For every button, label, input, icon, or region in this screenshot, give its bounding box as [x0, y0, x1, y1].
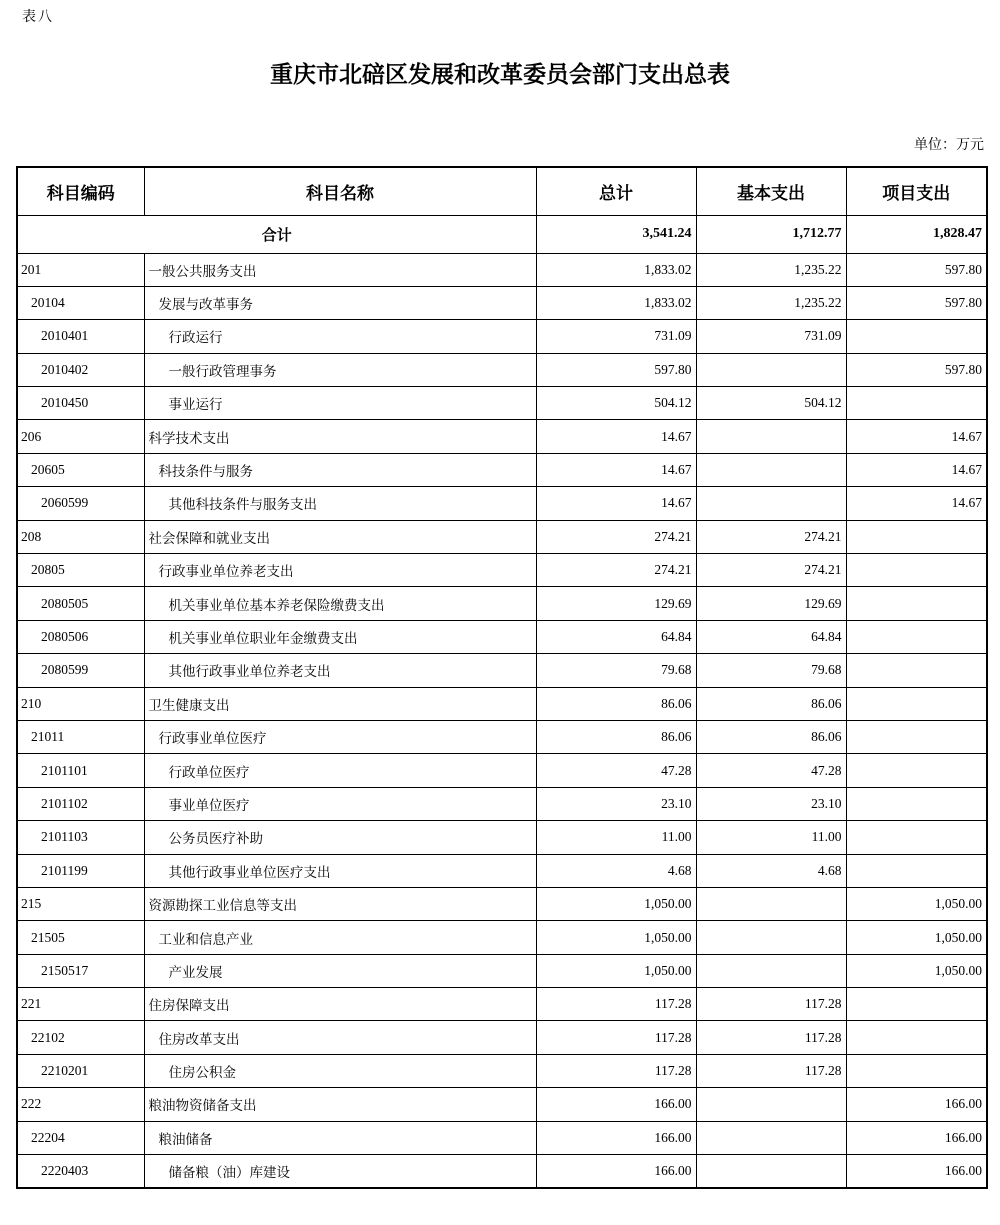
name-cell: 产业发展	[144, 954, 536, 987]
basic-cell: 86.06	[696, 720, 846, 753]
project-cell	[846, 620, 987, 653]
name-cell: 行政事业单位医疗	[144, 720, 536, 753]
project-cell	[846, 1021, 987, 1054]
basic-cell	[696, 420, 846, 453]
page-title: 重庆市北碚区发展和改革委员会部门支出总表	[270, 62, 730, 87]
project-cell	[846, 821, 987, 854]
code-cell: 20605	[17, 453, 144, 486]
project-cell	[846, 988, 987, 1021]
table-row	[17, 720, 987, 753]
table-row	[17, 1088, 987, 1121]
basic-cell: 274.21	[696, 520, 846, 553]
expenditure-table	[16, 166, 988, 1189]
total-cell: 597.80	[536, 353, 696, 386]
code-cell: 201	[17, 253, 144, 286]
project-cell	[846, 654, 987, 687]
grand-total-basic: 1,712.77	[696, 215, 846, 253]
total-cell: 47.28	[536, 754, 696, 787]
basic-cell: 117.28	[696, 1021, 846, 1054]
project-cell: 1,050.00	[846, 921, 987, 954]
code-cell: 208	[17, 520, 144, 553]
basic-cell	[696, 353, 846, 386]
code-cell: 2101101	[17, 754, 144, 787]
grand-total-project: 1,828.47	[846, 215, 987, 253]
total-cell: 14.67	[536, 453, 696, 486]
code-cell: 221	[17, 988, 144, 1021]
basic-cell: 11.00	[696, 821, 846, 854]
basic-cell: 79.68	[696, 654, 846, 687]
name-cell: 一般行政管理事务	[144, 353, 536, 386]
total-cell: 4.68	[536, 854, 696, 887]
project-cell	[846, 387, 987, 420]
table-row	[17, 1155, 987, 1188]
grand-total-label: 合计	[17, 215, 536, 253]
table-row	[17, 1054, 987, 1087]
basic-cell	[696, 1088, 846, 1121]
project-cell: 14.67	[846, 487, 987, 520]
grand-total-row	[17, 215, 987, 253]
name-cell: 社会保障和就业支出	[144, 520, 536, 553]
basic-cell: 117.28	[696, 1054, 846, 1087]
project-cell	[846, 554, 987, 587]
name-cell: 行政运行	[144, 320, 536, 353]
code-cell: 2080599	[17, 654, 144, 687]
name-cell: 住房改革支出	[144, 1021, 536, 1054]
name-cell: 其他科技条件与服务支出	[144, 487, 536, 520]
code-cell: 21011	[17, 720, 144, 753]
table-row	[17, 320, 987, 353]
table-row	[17, 1121, 987, 1154]
name-cell: 其他行政事业单位医疗支出	[144, 854, 536, 887]
table-row	[17, 687, 987, 720]
table-row	[17, 988, 987, 1021]
total-cell: 1,833.02	[536, 286, 696, 319]
table-header	[17, 167, 987, 215]
project-cell: 14.67	[846, 453, 987, 486]
unit-label: 单位：万元	[914, 138, 984, 153]
code-cell: 21505	[17, 921, 144, 954]
basic-cell: 274.21	[696, 554, 846, 587]
table-body	[17, 215, 987, 1188]
project-cell: 166.00	[846, 1121, 987, 1154]
project-cell	[846, 587, 987, 620]
name-cell: 工业和信息产业	[144, 921, 536, 954]
basic-cell	[696, 1121, 846, 1154]
name-cell: 卫生健康支出	[144, 687, 536, 720]
table-row	[17, 353, 987, 386]
total-cell: 79.68	[536, 654, 696, 687]
table-row	[17, 854, 987, 887]
basic-cell	[696, 887, 846, 920]
project-cell	[846, 520, 987, 553]
code-cell: 2010401	[17, 320, 144, 353]
name-cell: 机关事业单位职业年金缴费支出	[144, 620, 536, 653]
code-cell: 215	[17, 887, 144, 920]
basic-cell	[696, 453, 846, 486]
total-cell: 274.21	[536, 554, 696, 587]
basic-cell: 47.28	[696, 754, 846, 787]
project-cell: 597.80	[846, 353, 987, 386]
code-cell: 22204	[17, 1121, 144, 1154]
project-cell	[846, 787, 987, 820]
code-cell: 2150517	[17, 954, 144, 987]
table-row	[17, 253, 987, 286]
project-cell	[846, 754, 987, 787]
project-cell: 166.00	[846, 1155, 987, 1188]
basic-cell	[696, 921, 846, 954]
name-cell: 发展与改革事务	[144, 286, 536, 319]
total-cell: 11.00	[536, 821, 696, 854]
name-cell: 其他行政事业单位养老支出	[144, 654, 536, 687]
header-project-expenditure: 项目支出	[846, 167, 987, 215]
code-cell: 20104	[17, 286, 144, 319]
basic-cell: 731.09	[696, 320, 846, 353]
header-subject-name: 科目名称	[144, 167, 536, 215]
basic-cell: 1,235.22	[696, 253, 846, 286]
project-cell	[846, 854, 987, 887]
name-cell: 事业单位医疗	[144, 787, 536, 820]
header-subject-code: 科目编码	[17, 167, 144, 215]
total-cell: 117.28	[536, 1054, 696, 1087]
table-row	[17, 754, 987, 787]
name-cell: 住房保障支出	[144, 988, 536, 1021]
table-row	[17, 1021, 987, 1054]
total-cell: 1,833.02	[536, 253, 696, 286]
total-cell: 1,050.00	[536, 954, 696, 987]
basic-cell	[696, 1155, 846, 1188]
basic-cell	[696, 954, 846, 987]
total-cell: 117.28	[536, 988, 696, 1021]
code-cell: 2010402	[17, 353, 144, 386]
header-row	[17, 167, 987, 215]
name-cell: 公务员医疗补助	[144, 821, 536, 854]
total-cell: 86.06	[536, 687, 696, 720]
code-cell: 2080506	[17, 620, 144, 653]
project-cell: 597.80	[846, 253, 987, 286]
project-cell	[846, 687, 987, 720]
total-cell: 129.69	[536, 587, 696, 620]
table-row	[17, 453, 987, 486]
code-cell: 2101199	[17, 854, 144, 887]
basic-cell: 64.84	[696, 620, 846, 653]
code-cell: 20805	[17, 554, 144, 587]
table-row	[17, 487, 987, 520]
name-cell: 行政单位医疗	[144, 754, 536, 787]
name-cell: 粮油储备	[144, 1121, 536, 1154]
total-cell: 14.67	[536, 420, 696, 453]
header-total: 总计	[536, 167, 696, 215]
total-cell: 166.00	[536, 1088, 696, 1121]
total-cell: 86.06	[536, 720, 696, 753]
project-cell: 597.80	[846, 286, 987, 319]
name-cell: 住房公积金	[144, 1054, 536, 1087]
basic-cell: 129.69	[696, 587, 846, 620]
name-cell: 科学技术支出	[144, 420, 536, 453]
name-cell: 一般公共服务支出	[144, 253, 536, 286]
name-cell: 粮油物资储备支出	[144, 1088, 536, 1121]
basic-cell: 4.68	[696, 854, 846, 887]
project-cell	[846, 320, 987, 353]
total-cell: 117.28	[536, 1021, 696, 1054]
code-cell: 2060599	[17, 487, 144, 520]
project-cell	[846, 720, 987, 753]
code-cell: 2220403	[17, 1155, 144, 1188]
code-cell: 2101103	[17, 821, 144, 854]
table-row	[17, 620, 987, 653]
table-row	[17, 520, 987, 553]
name-cell: 行政事业单位养老支出	[144, 554, 536, 587]
table-row	[17, 887, 987, 920]
basic-cell: 117.28	[696, 988, 846, 1021]
project-cell: 1,050.00	[846, 954, 987, 987]
basic-cell	[696, 487, 846, 520]
project-cell: 166.00	[846, 1088, 987, 1121]
table-row	[17, 654, 987, 687]
project-cell: 14.67	[846, 420, 987, 453]
total-cell: 166.00	[536, 1121, 696, 1154]
code-cell: 2101102	[17, 787, 144, 820]
table-row	[17, 787, 987, 820]
grand-total-total: 3,541.24	[536, 215, 696, 253]
table-row	[17, 954, 987, 987]
code-cell: 222	[17, 1088, 144, 1121]
basic-cell: 1,235.22	[696, 286, 846, 319]
code-cell: 22102	[17, 1021, 144, 1054]
code-cell: 2010450	[17, 387, 144, 420]
total-cell: 23.10	[536, 787, 696, 820]
code-cell: 210	[17, 687, 144, 720]
table-row	[17, 554, 987, 587]
basic-cell: 23.10	[696, 787, 846, 820]
name-cell: 机关事业单位基本养老保险缴费支出	[144, 587, 536, 620]
total-cell: 1,050.00	[536, 887, 696, 920]
project-cell: 1,050.00	[846, 887, 987, 920]
total-cell: 504.12	[536, 387, 696, 420]
code-cell: 2080505	[17, 587, 144, 620]
code-cell: 2210201	[17, 1054, 144, 1087]
name-cell: 资源勘探工业信息等支出	[144, 887, 536, 920]
project-cell	[846, 1054, 987, 1087]
table-row	[17, 821, 987, 854]
total-cell: 274.21	[536, 520, 696, 553]
total-cell: 166.00	[536, 1155, 696, 1188]
total-cell: 1,050.00	[536, 921, 696, 954]
header-basic-expenditure: 基本支出	[696, 167, 846, 215]
table-row	[17, 420, 987, 453]
table-row	[17, 587, 987, 620]
basic-cell: 504.12	[696, 387, 846, 420]
name-cell: 科技条件与服务	[144, 453, 536, 486]
sheet-tag: 表八	[22, 10, 54, 25]
name-cell: 事业运行	[144, 387, 536, 420]
table-row	[17, 286, 987, 319]
total-cell: 14.67	[536, 487, 696, 520]
total-cell: 731.09	[536, 320, 696, 353]
code-cell: 206	[17, 420, 144, 453]
basic-cell: 86.06	[696, 687, 846, 720]
total-cell: 64.84	[536, 620, 696, 653]
table-row	[17, 387, 987, 420]
table-row	[17, 921, 987, 954]
name-cell: 储备粮（油）库建设	[144, 1155, 536, 1188]
